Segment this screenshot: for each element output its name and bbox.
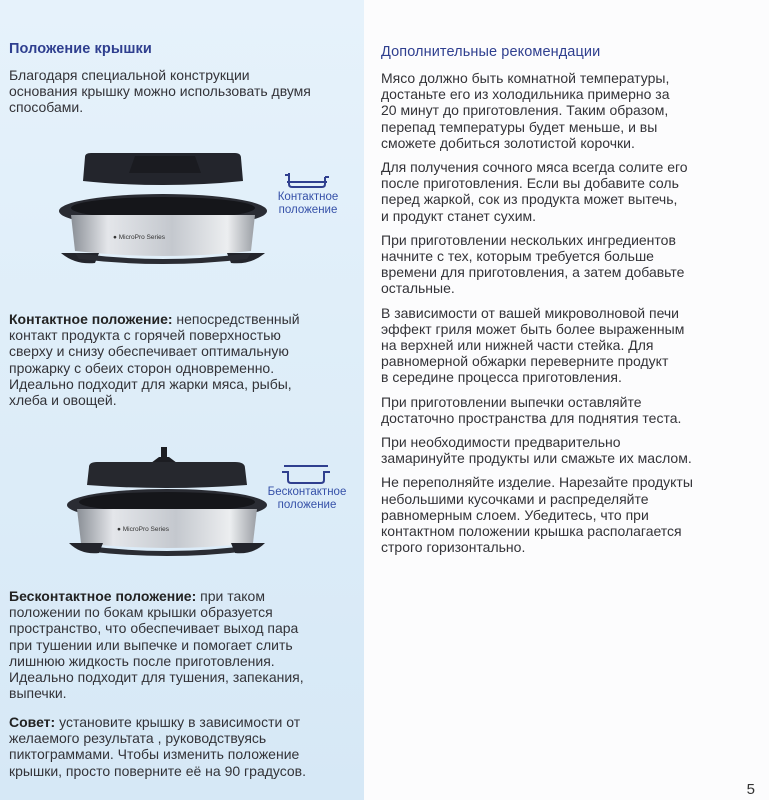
text-line: равномерной обжарки переверните продукт — [381, 353, 669, 370]
text-fragment: непосредственный — [172, 311, 300, 327]
text-line: начните с тех, которым требуется больше — [381, 248, 654, 265]
text-line: лишнюю жидкость после приготовления. — [9, 652, 275, 669]
contact-position-label — [268, 191, 348, 216]
lid-shape — [87, 462, 247, 488]
recommendations-title: Дополнительные рекомендации — [381, 44, 601, 60]
text-line: строго горизонтально. — [381, 539, 526, 556]
text-line: достаточно пространства для поднятия теста. — [381, 409, 682, 426]
text-line: небольшими кусочками и распределяйте — [381, 490, 649, 507]
text-line: в середине процесса приготовления. — [381, 369, 622, 386]
text-fragment: установите крышку в зависимости от — [55, 714, 301, 730]
text-line: контактном положении крышка располагается — [381, 523, 682, 540]
text-line: времени для приготовления, а затем добавьте — [381, 264, 685, 281]
text-line: При приготовлении выпечки оставляйте — [381, 393, 642, 410]
text-line: пиктограммами. Чтобы изменить положение — [9, 746, 300, 763]
text-line: 20 минут до приготовления. Таким образом, — [381, 102, 669, 119]
text-line: при тушении или выпечке и помогает слить — [9, 636, 293, 653]
grill-contact-position-image — [55, 153, 270, 273]
label-line: Контактное — [277, 191, 339, 203]
grill-noncontact-position-image — [65, 445, 270, 565]
text-line: Идеально подходит для тушения, запекания, — [9, 669, 304, 686]
text-line: Мясо должно быть комнатной температуры, — [381, 70, 670, 86]
recommendation-item — [381, 159, 756, 224]
label-line: Бесконтактное — [267, 486, 347, 498]
text-line: В зависимости от вашей микроволновой печи — [381, 304, 679, 321]
text-line: Не переполняйте изделие. Нарезайте продукты — [381, 474, 693, 491]
text-line: равномерным слоем. Убедитесь, что при — [381, 506, 649, 523]
recommendation-item — [381, 70, 756, 151]
text-line: крышки, просто поверните её на 90 градусов. — [9, 762, 307, 779]
recommendation-item — [381, 474, 756, 555]
text-line: и продукт станет сухим. — [381, 207, 537, 224]
recommendations-list — [381, 70, 756, 555]
page-number: 5 — [746, 781, 755, 798]
text-line: выпечки. — [9, 685, 67, 702]
text-line: контакт продукта с горячей поверхностью — [9, 327, 281, 344]
text-line: эффект гриля может быть более выраженным — [381, 320, 685, 337]
text-line: достаньте его из холодильника примерно за — [381, 86, 670, 103]
text-line: на верхней или нижней части стейка. Для — [381, 337, 654, 354]
recommendation-item — [381, 305, 756, 386]
tip-term: Совет: — [9, 714, 56, 730]
text-line: прожарку с обеих сторон одновременно. — [9, 359, 275, 376]
label-line: положение — [278, 203, 338, 216]
text-line: перед жаркой, сок из продукта может вытечь, — [381, 191, 678, 208]
noncontact-description — [9, 588, 354, 701]
text-line: остальные. — [381, 280, 455, 297]
text-line: пространство, что обеспечивает выход пара — [9, 620, 299, 637]
text-line: способами. — [9, 99, 84, 116]
foot-shape — [231, 543, 265, 553]
text-line: хлеба и овощей. — [9, 392, 117, 409]
noncontact-position-pictogram-icon — [281, 463, 331, 485]
recommendation-item — [381, 232, 756, 297]
contact-term: Контактное положение: — [9, 311, 173, 327]
recommendation-item — [381, 434, 756, 466]
brand-label: ● MicroPro Series — [117, 526, 169, 533]
text-line: сможете добиться золотистой корочки. — [381, 134, 635, 151]
label-line: положение — [277, 498, 337, 511]
text-fragment: при таком — [196, 588, 265, 604]
text-line — [9, 311, 354, 327]
tip-paragraph — [9, 714, 354, 779]
lid-handle-shape — [129, 156, 201, 173]
text-line: положении по бокам крышки образуется — [9, 604, 273, 621]
text-line: основания крышку можно использовать двумя — [9, 83, 311, 100]
text-line: желаемого результата , руководствуясь — [9, 730, 267, 747]
noncontact-term: Бесконтактное положение: — [9, 588, 197, 604]
contact-position-pictogram-icon — [284, 169, 330, 189]
intro-paragraph — [9, 67, 354, 116]
text-line: Идеально подходит для жарки мяса, рыбы, — [9, 375, 292, 392]
text-line: после приготовления. Если вы добавите соль — [381, 175, 679, 192]
text-line: замаринуйте продукты или смажьте их маслом. — [381, 450, 692, 467]
recommendation-item — [381, 394, 756, 426]
contact-description — [9, 311, 354, 408]
noncontact-position-label — [262, 486, 352, 511]
text-line: сверху и снизу обеспечивает оптимальную — [9, 343, 289, 360]
lid-position-title: Положение крышки — [9, 41, 152, 57]
text-line: Благодаря специальной конструкции — [9, 67, 250, 83]
text-line: Для получения сочного мяса всегда солите его — [381, 159, 688, 176]
text-line: перепад температуры будет меньше, и вы — [381, 118, 658, 135]
text-line: При необходимости предварительно — [381, 434, 621, 451]
brand-label: ● MicroPro Series — [113, 234, 165, 241]
foot-shape — [69, 543, 103, 553]
text-line — [9, 714, 354, 730]
text-line: При приготовлении нескольких ингредиентов — [381, 231, 676, 248]
text-line — [9, 588, 354, 604]
